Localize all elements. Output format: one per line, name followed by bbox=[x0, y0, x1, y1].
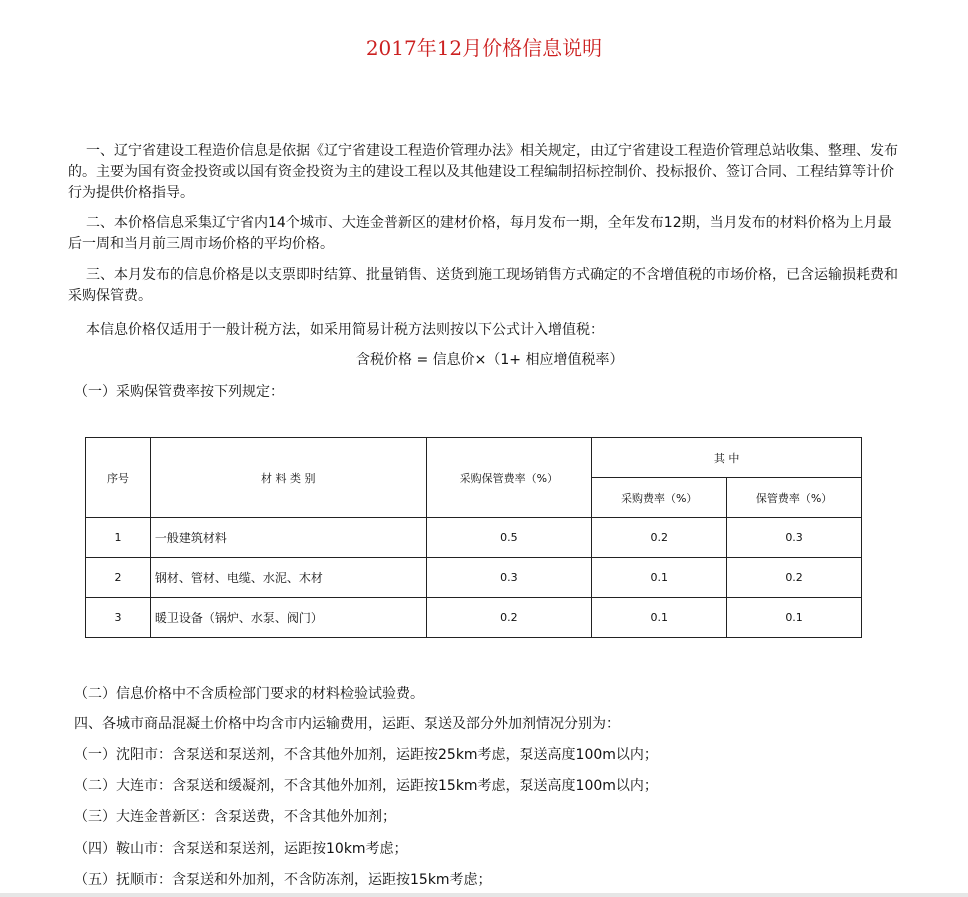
table-row bbox=[86, 598, 862, 638]
table-row bbox=[86, 558, 862, 598]
page-title: 2017年12月价格信息说明 bbox=[365, 36, 603, 60]
header-purchase: 采购费率（%） bbox=[592, 478, 727, 518]
cell-seq: 1 bbox=[86, 518, 151, 558]
cell-material: 暖卫设备（锅炉、水泵、阀门） bbox=[150, 598, 426, 638]
city-item-shenyang: （一）沈阳市：含泵送和泵送剂，不含其他外加剂，运距按25km考虑，泵送高度100m以内； bbox=[74, 747, 658, 763]
paragraph-3: 三、本月发布的信息价格是以支票即时结算、批量销售、送货到施工现场销售方式确定的不含增值税的市场价格，已含运输损耗费和采购保管费。 bbox=[68, 267, 898, 304]
bottom-edge bbox=[0, 893, 968, 897]
cell-storage: 0.2 bbox=[727, 558, 862, 598]
header-material: 材 料 类 别 bbox=[150, 438, 426, 518]
cell-purchase: 0.1 bbox=[592, 558, 727, 598]
cell-purchase: 0.1 bbox=[592, 598, 727, 638]
cell-storage: 0.1 bbox=[727, 598, 862, 638]
cell-material: 一般建筑材料 bbox=[150, 518, 426, 558]
header-storage: 保管费率（%） bbox=[727, 478, 862, 518]
section-4-heading: 四、各城市商品混凝土价格中均含市内运输费用，运距、泵送及部分外加剂情况分别为： bbox=[74, 716, 620, 732]
cell-purchase: 0.2 bbox=[592, 518, 727, 558]
paragraph-2: 二、本价格信息采集辽宁省内14个城市、大连金普新区的建材价格，每月发布一期，全年发布12期，当月发布的材料价格为上月最后一周和当月前三周市场价格的平均价格。 bbox=[68, 215, 892, 252]
header-seq: 序号 bbox=[86, 438, 151, 518]
header-among: 其 中 bbox=[592, 438, 862, 478]
city-item-fushun: （五）抚顺市：含泵送和外加剂，不含防冻剂，运距按15km考虑； bbox=[74, 872, 492, 888]
table-row bbox=[86, 518, 862, 558]
rates-table bbox=[85, 437, 862, 638]
cell-storage: 0.3 bbox=[727, 518, 862, 558]
cell-seq: 2 bbox=[86, 558, 151, 598]
paragraph-4: 本信息价格仅适用于一般计税方法，如采用简易计税方法则按以下公式计入增值税： bbox=[86, 322, 604, 338]
section-2-heading: （二）信息价格中不含质检部门要求的材料检验试验费。 bbox=[74, 686, 424, 702]
paragraph-1: 一、辽宁省建设工程造价信息是依据《辽宁省建设工程造价管理办法》相关规定，由辽宁省建设工程造价管理总站收集、整理、发布的。主要为国有资金投资或以国有资金投资为主的建设工程以及其他建设工程编制招标控制价、投标报价、签订合同、工程结算等计价行为提供价格指导。 bbox=[68, 143, 898, 201]
section-1-heading: （一）采购保管费率按下列规定： bbox=[74, 384, 284, 400]
formula: 含税价格 = 信息价×（1+ 相应增值税率） bbox=[356, 352, 624, 368]
cell-rate: 0.2 bbox=[426, 598, 592, 638]
city-item-jinpu: （三）大连金普新区：含泵送费，不含其他外加剂； bbox=[74, 809, 396, 825]
cell-rate: 0.5 bbox=[426, 518, 592, 558]
cell-rate: 0.3 bbox=[426, 558, 592, 598]
city-item-anshan: （四）鞍山市：含泵送和泵送剂，运距按10km考虑； bbox=[74, 841, 408, 857]
cell-material: 钢材、管材、电缆、水泥、木材 bbox=[150, 558, 426, 598]
header-rate: 采购保管费率（%） bbox=[426, 438, 592, 518]
city-item-dalian: （二）大连市：含泵送和缓凝剂，不含其他外加剂，运距按15km考虑，泵送高度100m以内； bbox=[74, 778, 658, 794]
cell-seq: 3 bbox=[86, 598, 151, 638]
